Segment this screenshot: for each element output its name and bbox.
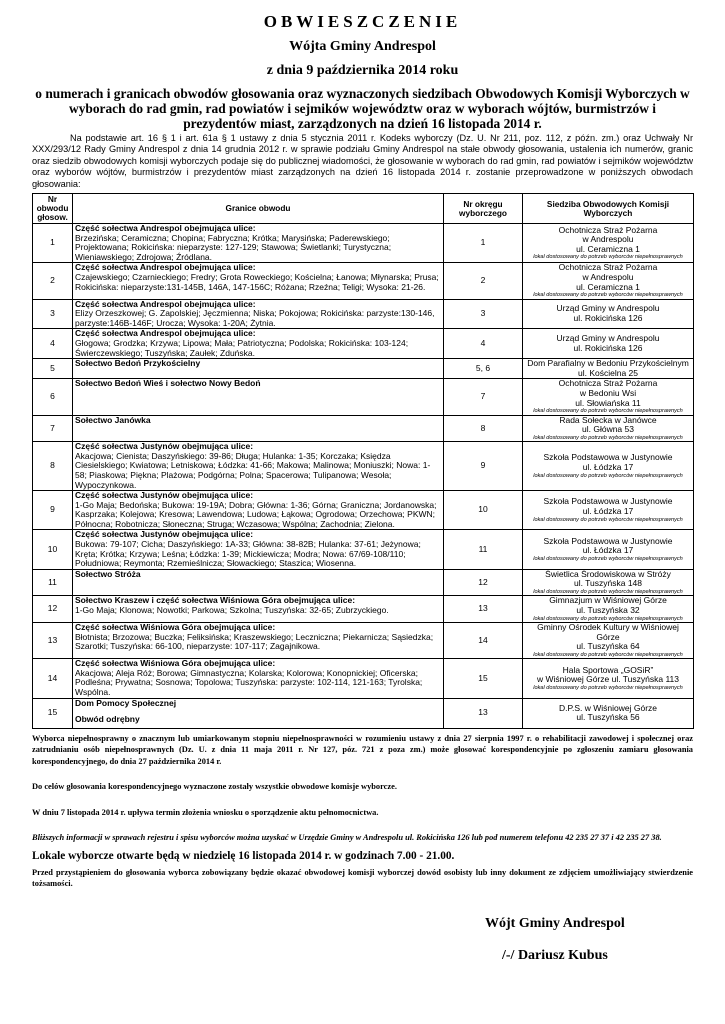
cell-commission-seat bbox=[523, 596, 694, 623]
cell-district-number: 4 bbox=[33, 329, 73, 359]
table-row bbox=[33, 698, 694, 728]
header-siedziba: Siedziba Obwodowych Komisji Wyborczych bbox=[523, 194, 694, 224]
cell-district-number: 15 bbox=[33, 698, 73, 728]
seat-line: Szkoła Podstawowa w Justynowie bbox=[543, 452, 673, 463]
boundary-streets: 1-Go Maja; Klonowa; Nowotki; Parkowa; Szkolna; Tuszyńska: 32-65; Zubrzyckiego. bbox=[75, 605, 389, 616]
document-page bbox=[32, 12, 693, 890]
boundary-streets: Głogowa; Grodzka; Krzywa; Lipowa; Mała; Patriotyczna; Podolska; Rokicińska: 103-124; Świerczewskiego; Tuszyńska; Zaułek; Zduńska. bbox=[75, 337, 409, 358]
boundary-heading: Część sołectwa Andrespol obejmująca ulice: bbox=[75, 223, 256, 234]
table-row bbox=[33, 299, 694, 329]
document-title: OBWIESZCZENIE bbox=[263, 12, 462, 31]
cell-commission-seat bbox=[523, 415, 694, 442]
boundary-streets: Bukowa: 79-107; Cicha; Daszyńskiego: 1A-33; Główna: 38-82B; Hulanka: 37-61; Jeżynowa; Kręta; Krótka; Krzywa; Leśna; Łódzka: 1-39; Mickiewicza; Modra; Nowa: 67/69-108/110; Południowa; Reymonta; Rzemieślnicza; Słowackiego; Staszica; Wiosenna. bbox=[75, 539, 421, 569]
table-row bbox=[33, 623, 694, 659]
boundary-streets: Czajewskiego; Czarnieckiego; Fredry; Grota Roweckiego; Kościelna; Łanowa; Młynarska; Prusa; Rokicińska: nieparzyste:131-145B, 146A, 147-156C; Różana; Rzeźna; Teligi; Wysoka: 21-26. bbox=[75, 272, 439, 292]
seat-line: Rada Sołecka w Janówce bbox=[559, 414, 657, 425]
cell-commission-seat bbox=[523, 442, 694, 491]
cell-electoral-district: 4 bbox=[444, 329, 523, 359]
cell-district-number: 7 bbox=[33, 415, 73, 442]
cell-district-number: 6 bbox=[33, 379, 73, 415]
cell-boundaries bbox=[73, 698, 444, 728]
seat-line: ul. Słowiańska 11 bbox=[575, 397, 641, 408]
seat-line: Gimnazjum w Wiśniowej Górze bbox=[549, 595, 667, 606]
boundary-heading: Sołectwo Bedoń Przykościelny bbox=[75, 358, 201, 369]
cell-boundaries bbox=[73, 623, 444, 659]
seat-line: Urząd Gminy w Andrespolu bbox=[556, 333, 660, 344]
seat-line: ul. Ceramiczna 1 bbox=[576, 243, 640, 254]
seat-line: Szkoła Podstawowa w Justynowie bbox=[543, 535, 673, 546]
cell-district-number: 11 bbox=[33, 569, 73, 596]
cell-commission-seat bbox=[523, 569, 694, 596]
cell-electoral-district: 9 bbox=[444, 442, 523, 491]
seat-line: ul. Tuszyńska 64 bbox=[576, 641, 640, 652]
cell-boundaries bbox=[73, 329, 444, 359]
seat-line: ul. Ceramiczna 1 bbox=[576, 281, 640, 292]
seat-line: ul. Rokicińska 126 bbox=[573, 342, 643, 353]
cell-district-number: 5 bbox=[33, 359, 73, 379]
table-row bbox=[33, 224, 694, 263]
boundary-streets: Brzezińska; Ceramiczna; Chopina; Fabryczna; Krótka; Marysińska; Paderewskiego; Projektowana; Rokicińska: nieparzyste: 127-129; Stawowa; Świetlanki; Turystyczna; Wieniawskiego; Zdrojowa; Źródlana. bbox=[75, 232, 392, 262]
table-row bbox=[33, 442, 694, 491]
boundary-heading: Sołectwo Bedoń Wieś i sołectwo Nowy Bedoń bbox=[75, 378, 261, 389]
accessibility-note: lokal dostosowany do potrzeb wyborców niepełnosprawnych bbox=[533, 434, 683, 441]
boundary-heading: Część sołectwa Wiśniowa Góra obejmująca ulice: bbox=[75, 622, 276, 633]
cell-electoral-district: 7 bbox=[444, 379, 523, 415]
boundary-note: Obwód odrębny bbox=[75, 714, 140, 725]
table-row bbox=[33, 415, 694, 442]
cell-electoral-district: 5, 6 bbox=[444, 359, 523, 379]
boundary-streets: Akacjowa; Cienista; Daszyńskiego: 39-86; Długa; Hulanka: 1-35; Korczaka; Księdza Ciesielskiego; Kwiatowa; Letniskowa; Łódzka: 41-66; Makowa; Malinowa; Moniuszki; Nowa: 1-58; Piaskowa; Piękna; Plażowa; Podgórna; Polna; Spacerowa; Tulipanowa; Wesoła; Wypoczynkowa. bbox=[75, 450, 431, 490]
cell-boundaries bbox=[73, 659, 444, 698]
seat-line: Urząd Gminy w Andrespolu bbox=[556, 303, 660, 314]
boundary-heading: Część sołectwa Wiśniowa Góra obejmująca ulice: bbox=[75, 658, 276, 669]
seat-line: ul. Główna 53 bbox=[582, 424, 634, 435]
seat-line: Ochotnicza Straż Pożarna bbox=[558, 378, 658, 389]
districts-table bbox=[32, 193, 694, 729]
cell-electoral-district: 8 bbox=[444, 415, 523, 442]
cell-boundaries bbox=[73, 299, 444, 329]
intro-paragraph: Na podstawie art. 16 § 1 i art. 61a § 1 ustawy z dnia 5 stycznia 2011 r. Kodeks wyborczy (Dz. U. Nr 211, poz. 112, z późn. zm.) oraz Uchwały Nr XXX/293/12 Rady Gminy Andrespol z dnia 14 grudnia 2012 r. w sprawie podziału Gminy Andrespol na stałe obwody głosowania, ustalenia ich numerów, granic oraz siedzib obwodowych komisji wyborczych podaje się do publicznej wiadomości, że głosowanie w wyborach do rad gmin, rad powiatów i sejmików województw oraz wyborów wójtów, burmistrzów i prezydentów miast zarządzonych na dzień 16 listopada 2014 r. zostanie przeprowadzone w poniższych obwodach głosowania: bbox=[32, 133, 693, 189]
table-row bbox=[33, 379, 694, 415]
cell-electoral-district: 12 bbox=[444, 569, 523, 596]
table-row bbox=[33, 263, 694, 299]
accessibility-note: lokal dostosowany do potrzeb wyborców niepełnosprawnych bbox=[533, 472, 683, 479]
cell-boundaries bbox=[73, 530, 444, 569]
cell-commission-seat bbox=[523, 329, 694, 359]
accessibility-note: lokal dostosowany do potrzeb wyborców niepełnosprawnych bbox=[533, 254, 683, 261]
cell-electoral-district: 15 bbox=[444, 659, 523, 698]
accessibility-note: lokal dostosowany do potrzeb wyborców niepełnosprawnych bbox=[533, 684, 683, 691]
table-row bbox=[33, 569, 694, 596]
cell-boundaries bbox=[73, 415, 444, 442]
cell-commission-seat bbox=[523, 623, 694, 659]
notes-section bbox=[32, 733, 693, 890]
header-granice: Granice obwodu bbox=[73, 194, 444, 224]
cell-boundaries bbox=[73, 359, 444, 379]
boundary-heading: Część sołectwa Andrespol obejmująca ulice: bbox=[75, 262, 256, 273]
table-row bbox=[33, 359, 694, 379]
seat-line: ul. Tuszyńska 32 bbox=[576, 605, 640, 616]
cell-electoral-district: 10 bbox=[444, 491, 523, 530]
cell-electoral-district: 2 bbox=[444, 263, 523, 299]
seat-line: ul. Tuszyńska 148 bbox=[573, 578, 643, 589]
cell-commission-seat bbox=[523, 359, 694, 379]
seat-line: ul. Łódzka 17 bbox=[582, 461, 634, 472]
boundary-heading: Część sołectwa Andrespol obejmująca ulice: bbox=[75, 298, 256, 309]
seat-line: D.P.S. w Wiśniowej Górze bbox=[558, 702, 658, 713]
note-opening-hours: Lokale wyborcze otwarte będą w niedzielę 16 listopada 2014 r. w godzinach 7.00 - 21.00. bbox=[32, 849, 455, 862]
cell-boundaries bbox=[73, 379, 444, 415]
cell-electoral-district: 1 bbox=[444, 224, 523, 263]
cell-commission-seat bbox=[523, 263, 694, 299]
cell-electoral-district: 13 bbox=[444, 698, 523, 728]
boundary-heading: Część sołectwa Justynów obejmująca ulice: bbox=[75, 441, 254, 452]
note-postal-voting: Do celów głosowania korespondencyjnego wyznaczone zostały wszystkie obwodowe komisje wyborcze. bbox=[32, 782, 397, 792]
seat-line: ul. Kościelna 25 bbox=[577, 367, 638, 378]
cell-boundaries bbox=[73, 442, 444, 491]
cell-district-number: 1 bbox=[33, 224, 73, 263]
boundary-streets: 1-Go Maja; Bedońska; Bukowa: 19-19A; Dobra; Główna: 1-36; Górna; Graniczna; Jordanowska; Kasprzaka; Kolejowa; Kresowa; Lawendowa; Ludowa; Łąkowa; Ogrodowa; Orzechowa; PKWN; Północna; Robotnicza; Słoneczna; Struga; Wczasowa; Wspólna; Zachodnia; Zielona. bbox=[75, 499, 437, 529]
table-row bbox=[33, 329, 694, 359]
document-subject: o numerach i granicach obwodów głosowania oraz wyznaczonych siedzibach Obwodowych Komisji Wyborczych w wyborach do rad gmin, rad powiatów i sejmików województw oraz w wyborach wójtów, burmistrzów i prezydentów miast, zarządzonych na dzień 16 listopada 2014 r. bbox=[35, 86, 690, 131]
header-okreg: Nr okręgu wyborczego bbox=[444, 194, 523, 224]
cell-boundaries bbox=[73, 491, 444, 530]
boundary-streets: Błotnista; Brzozowa; Buczka; Feliksińska; Kraszewskiego; Leczniczna; Piekarnicza; Sąsiedzka; Szarotki; Tuszyńska: 66-100, nieparzyste: 107-117; Zagajnikowa. bbox=[75, 631, 434, 652]
accessibility-note: lokal dostosowany do potrzeb wyborców niepełnosprawnych bbox=[533, 408, 683, 415]
accessibility-note: lokal dostosowany do potrzeb wyborców niepełnosprawnych bbox=[533, 589, 683, 596]
boundary-heading: Dom Pomocy Społecznej bbox=[75, 697, 177, 708]
cell-boundaries bbox=[73, 596, 444, 623]
table-row bbox=[33, 596, 694, 623]
cell-electoral-district: 3 bbox=[444, 299, 523, 329]
seat-line: w Andrespolu bbox=[582, 234, 634, 245]
signature-name: /-/ Dariusz Kubus bbox=[502, 948, 608, 963]
note-identity-document: Przed przystąpieniem do głosowania wyborca zobowiązany będzie okazać obwodowej komisji wyborczej dowód osobisty lub inny dokument ze zdjęciem umożliwiający stwierdzenie tożsamości. bbox=[32, 867, 693, 889]
cell-electoral-district: 11 bbox=[444, 530, 523, 569]
cell-boundaries bbox=[73, 569, 444, 596]
boundary-heading: Sołectwo Janówka bbox=[75, 414, 151, 425]
seat-line: ul. Łódzka 17 bbox=[582, 545, 634, 556]
seat-line: ul. Rokicińska 126 bbox=[573, 312, 643, 323]
boundary-streets: Akacjowa; Aleja Róż; Borowa; Gimnastyczna; Kolarska; Kolorowa; Konopnickiej; Oficerska; Podleśna; Prywatna; Sosnowa; Topolowa; Tuszyńska: parzyste: 102-114, 121-163; Tyrolska; Wspólna. bbox=[75, 667, 423, 697]
seat-line: Świetlica Środowiskowa w Stróży bbox=[545, 568, 671, 579]
cell-electoral-district: 14 bbox=[444, 623, 523, 659]
note-disabled-voters: Wyborca niepełnosprawny o znacznym lub umiarkowanym stopniu niepełnosprawności w rozumieniu ustawy z dnia 27 sierpnia 1997 r. o rehabilitacji zawodowej i społecznej oraz zatrudnianiu osób niepełnosprawnych (Dz. U. z dnia 11 maja 2011 r. Nr 127, póz. 721 z poza zm.) może głosować korespondencyjnie po zgłoszeniu zamiaru głosowania korespondencyjnego, do dnia 27 października 2014 r. bbox=[32, 733, 693, 766]
boundary-heading: Część sołectwa Justynów obejmująca ulice: bbox=[75, 529, 254, 540]
cell-commission-seat bbox=[523, 299, 694, 329]
seat-line: ul. Łódzka 17 bbox=[582, 506, 634, 517]
boundary-heading: Część sołectwa Justynów obejmująca ulice: bbox=[75, 490, 254, 501]
table-body bbox=[33, 224, 694, 729]
accessibility-note: lokal dostosowany do potrzeb wyborców niepełnosprawnych bbox=[533, 556, 683, 563]
cell-commission-seat bbox=[523, 659, 694, 698]
note-proxy-deadline: W dniu 7 listopada 2014 r. upływa termin złożenia wniosku o sporządzenie aktu pełnomocnictwa. bbox=[32, 807, 379, 817]
cell-commission-seat bbox=[523, 491, 694, 530]
cell-commission-seat bbox=[523, 224, 694, 263]
cell-district-number: 12 bbox=[33, 596, 73, 623]
seat-line: Ochotnicza Straż Pożarna bbox=[558, 224, 658, 235]
cell-district-number: 2 bbox=[33, 263, 73, 299]
cell-commission-seat bbox=[523, 698, 694, 728]
seat-line: Dom Parafialny w Bedoniu Przykościelnym bbox=[527, 358, 689, 369]
signature-title: Wójt Gminy Andrespol bbox=[485, 916, 625, 931]
document-date: z dnia 9 października 2014 roku bbox=[266, 63, 459, 78]
cell-commission-seat bbox=[523, 530, 694, 569]
table-row bbox=[33, 491, 694, 530]
seat-line: Ochotnicza Straż Pożarna bbox=[558, 262, 658, 273]
accessibility-note: lokal dostosowany do potrzeb wyborców niepełnosprawnych bbox=[533, 651, 683, 658]
cell-district-number: 8 bbox=[33, 442, 73, 491]
accessibility-note: lokal dostosowany do potrzeb wyborców niepełnosprawnych bbox=[533, 615, 683, 622]
cell-district-number: 13 bbox=[33, 623, 73, 659]
seat-line: w Bedoniu Wsi bbox=[579, 387, 637, 398]
seat-line: Szkoła Podstawowa w Justynowie bbox=[543, 496, 673, 507]
accessibility-note: lokal dostosowany do potrzeb wyborców niepełnosprawnych bbox=[533, 516, 683, 523]
boundary-heading: Część sołectwa Andrespol obejmująca ulice: bbox=[75, 328, 256, 339]
cell-district-number: 3 bbox=[33, 299, 73, 329]
boundary-heading: Sołectwo Stróża bbox=[75, 568, 141, 579]
document-author: Wójta Gminy Andrespol bbox=[289, 39, 436, 54]
cell-boundaries bbox=[73, 263, 444, 299]
table-row bbox=[33, 659, 694, 698]
cell-district-number: 9 bbox=[33, 491, 73, 530]
table-header-row bbox=[33, 194, 694, 224]
cell-district-number: 10 bbox=[33, 530, 73, 569]
cell-electoral-district: 13 bbox=[444, 596, 523, 623]
seat-line: Gminny Ośrodek Kultury w Wiśniowej Górze bbox=[537, 622, 679, 642]
cell-boundaries bbox=[73, 224, 444, 263]
seat-line: w Wiśniowej Górze ul. Tuszyńska 113 bbox=[536, 674, 680, 685]
cell-district-number: 14 bbox=[33, 659, 73, 698]
seat-line: Hala Sportowa „GOSiR” bbox=[562, 664, 654, 675]
cell-commission-seat bbox=[523, 379, 694, 415]
seat-line: ul. Tuszyńska 56 bbox=[576, 712, 640, 723]
table-row bbox=[33, 530, 694, 569]
boundary-heading: Sołectwo Kraszew i część sołectwa Wiśniowa Góra obejmująca ulice: bbox=[75, 595, 356, 606]
note-information: Bliższych informacji w sprawach rejestru i spisu wyborców można uzyskać w Urzędzie Gminy w Andrespolu ul. Rokicińska 126 lub pod numerem telefonu 42 235 27 37 i 42 235 27 38. bbox=[32, 833, 662, 843]
accessibility-note: lokal dostosowany do potrzeb wyborców niepełnosprawnych bbox=[533, 292, 683, 299]
seat-line: w Andrespolu bbox=[582, 272, 634, 282]
header-nr: Nr obwodu głosow. bbox=[33, 194, 73, 224]
boundary-streets: Elizy Orzeszkowej; G. Zapolskiej; Jęczmienna; Niska; Pokojowa; Rokicińska: parzyste:130-146, parzyste:146B-146F; Urocza; Wysoka: 1-20A; Żytnia. bbox=[75, 308, 435, 328]
